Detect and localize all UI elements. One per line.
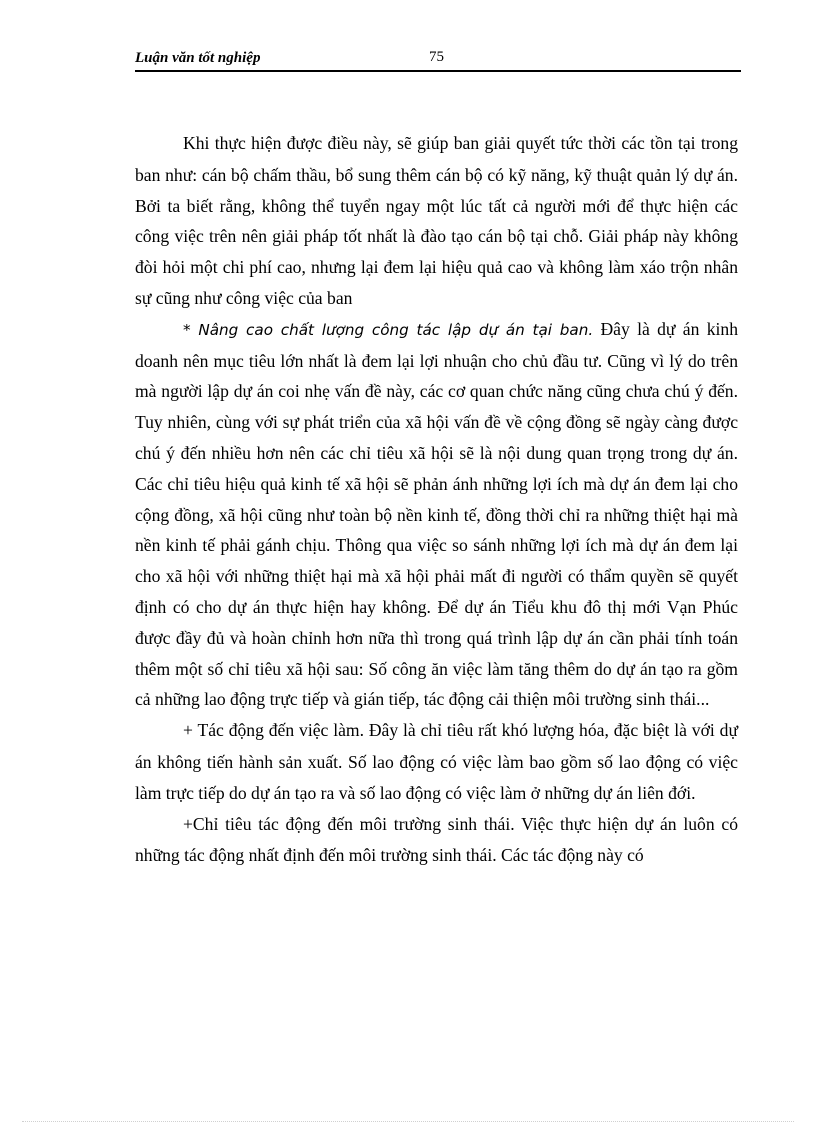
paragraph-2 [135, 314, 738, 715]
paragraph-4-text: +Chỉ tiêu tác động đến môi trường sinh thái. Việc thực hiện dự án luôn có những tác động nhất định đến môi trường sinh thái. Các tác động này có [135, 813, 738, 866]
page-number: 75 [429, 49, 444, 65]
paragraph-3 [135, 715, 738, 808]
page-header [135, 48, 741, 70]
body-text [135, 128, 738, 871]
page-bottom-border [22, 1121, 794, 1122]
paragraph-1-text: Khi thực hiện được điều này, sẽ giúp ban giải quyết tức thời các tồn tại trong ban như: cán bộ chấm thầu, bổ sung thêm cán bộ có kỹ năng, kỹ thuật quản lý dự án. Bởi ta biết rằng, không thể tuyển ngay một lúc tất cả người mới để thực hiện các công việc trên nên giải pháp tốt nhất là đào tạo cán bộ tại chỗ. Giải pháp này không đòi hỏi một chi phí cao, nhưng lại đem lại hiệu quả cao và không làm xáo trộn nhân sự cũng như công việc của ban [135, 133, 738, 308]
paragraph-3-text: + Tác động đến việc làm. Đây là chỉ tiêu rất khó lượng hóa, đặc biệt là với dự án không tiến hành sản xuất. Số lao động có việc làm bao gồm số lao động có việc làm trực tiếp do dự án tạo ra và số lao động có việc làm ở những dự án liên đới. [135, 720, 738, 803]
header-title: Luận văn tốt nghiệp [135, 50, 261, 66]
header-divider [135, 70, 741, 72]
paragraph-2-emphasis: * Nâng cao chất lượng công tác lập dự án tại ban. [183, 320, 594, 339]
paragraph-4 [135, 809, 738, 872]
paragraph-2-text: Đây là dự án kinh doanh nên mục tiêu lớn nhất là đem lại lợi nhuận cho chủ đầu tư. Cũng vì lý do trên mà người lập dự án coi nhẹ vấn đề này, các cơ quan chức năng cũng chưa chú ý đến. Tuy nhiên, cùng với sự phát triển của xã hội vấn đề về cộng đồng sẽ ngày càng được chú ý đến nhiều hơn nên các chỉ tiêu xã hội sẽ là nội dung quan trọng trong dự án. Các chỉ tiêu hiệu quả kinh tế xã hội sẽ phản ánh những lợi ích mà dự án đem lại cho cộng đồng, xã hội cũng như toàn bộ nền kinh tế, đồng thời chỉ ra những thiệt hại mà nền kinh tế phải gánh chịu. Thông qua việc so sánh những lợi ích mà dự án đem lại cho xã hội với những thiệt hại mà xã hội phải mất đi người có thẩm quyền sẽ quyết định có cho dự án thực hiện hay không. Để dự án Tiểu khu đô thị mới Vạn Phúc được đầy đủ và hoàn chỉnh hơn nữa thì trong quá trình lập dự án cần phải tính toán thêm một số chỉ tiêu xã hội sau: Số công ăn việc làm tăng thêm do dự án tạo ra gồm cả những lao động trực tiếp và gián tiếp, tác động cải thiện môi trường sinh thái... [135, 318, 738, 710]
paragraph-1 [135, 128, 738, 314]
